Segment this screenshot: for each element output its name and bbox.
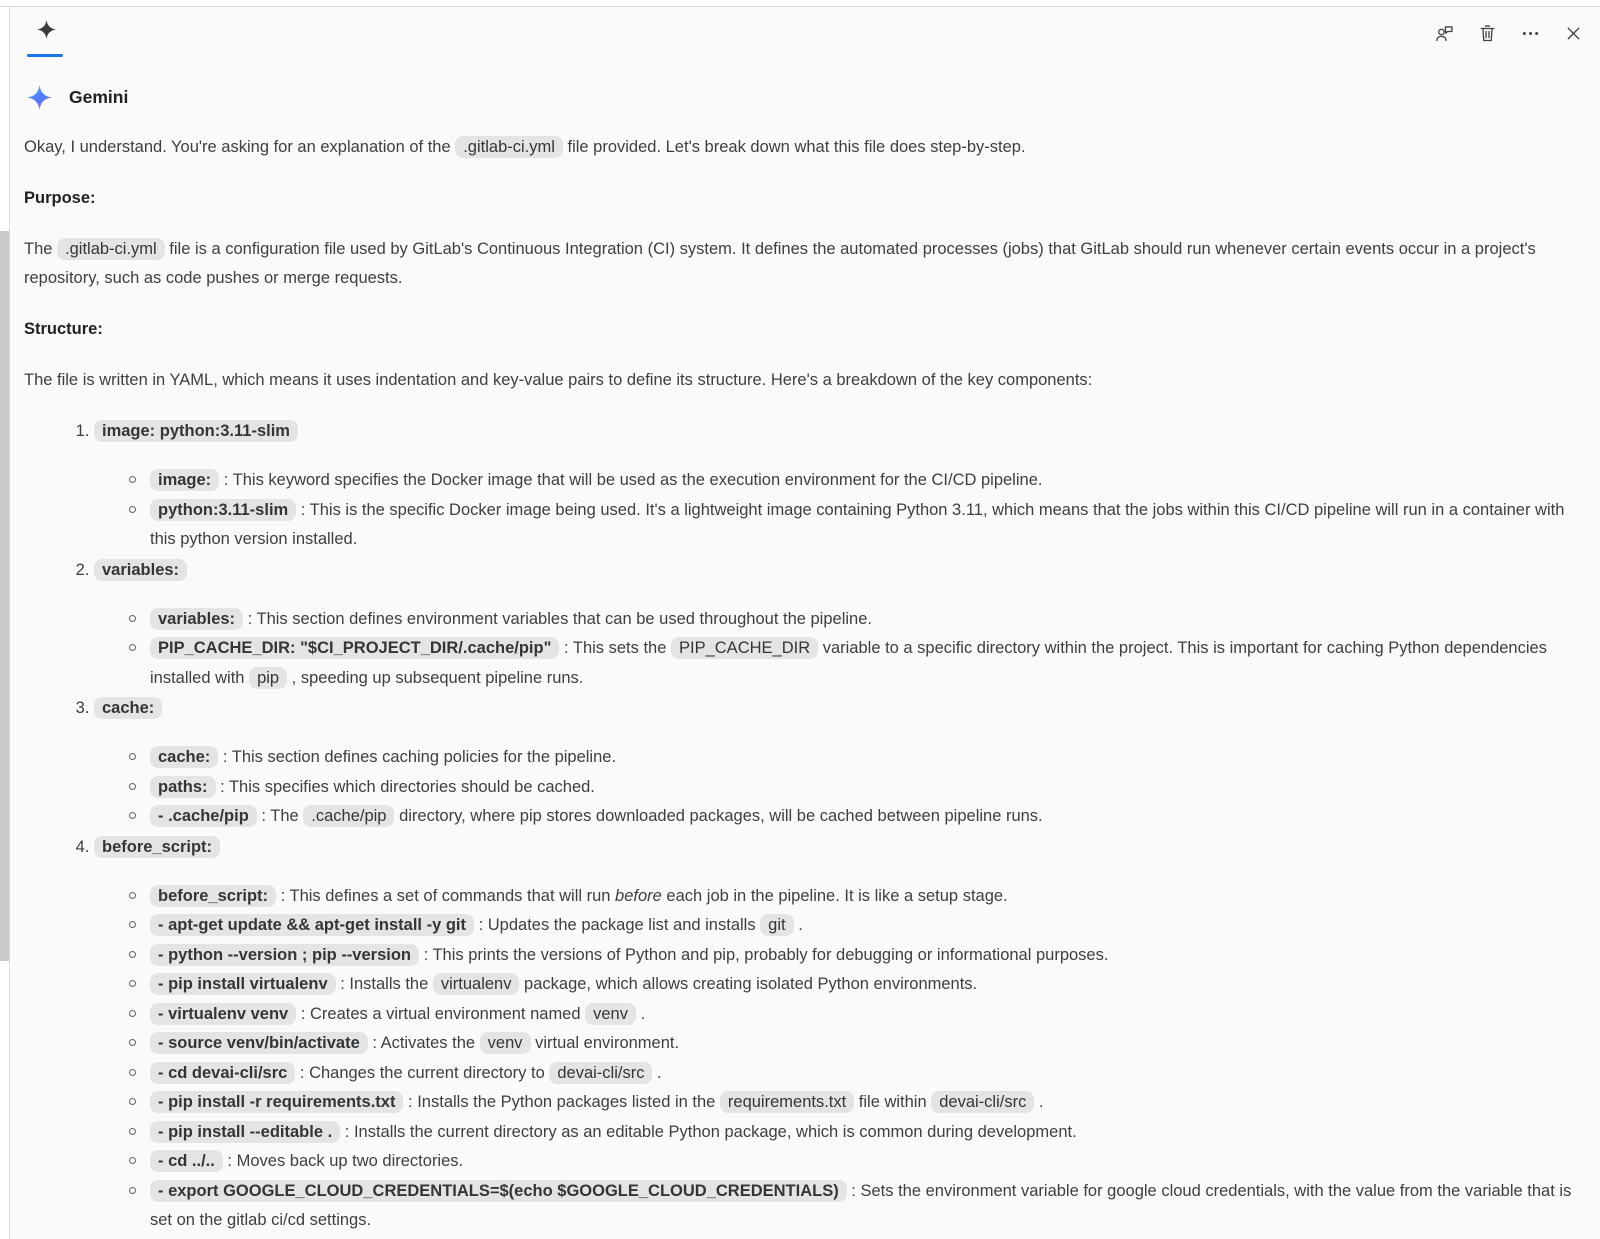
sub-list — [94, 466, 1572, 555]
circle-bullet-icon — [129, 476, 136, 483]
code-chip: before_script: — [150, 885, 276, 907]
sub-list-item — [150, 1177, 1572, 1236]
text-run: before — [615, 886, 662, 905]
sub-list — [94, 605, 1572, 694]
sub-list-item-text — [150, 499, 1564, 549]
code-chip: image: python:3.11-slim — [94, 420, 298, 442]
circle-bullet-icon — [129, 783, 136, 790]
circle-bullet-icon — [129, 1069, 136, 1076]
sub-list-item-text — [150, 1180, 1571, 1230]
paragraph — [24, 366, 1572, 395]
sub-list-item — [150, 634, 1572, 693]
text-run: each job in the pipeline. It is like a setup stage. — [661, 886, 1008, 905]
paragraph — [24, 235, 1572, 293]
text-run: : Installs the — [335, 975, 433, 993]
sub-list-item — [150, 1088, 1572, 1118]
sub-list-item-text — [150, 944, 1108, 966]
code-chip: python:3.11-slim — [150, 499, 296, 521]
circle-bullet-icon — [129, 1010, 136, 1017]
list-item-title — [94, 693, 1572, 723]
code-chip: venv — [480, 1032, 531, 1054]
active-tab-indicator — [27, 54, 63, 57]
circle-bullet-icon — [129, 753, 136, 760]
sub-list — [94, 743, 1572, 832]
sub-list-item — [150, 911, 1572, 941]
panel-header — [10, 7, 1600, 59]
code-chip: .gitlab-ci.yml — [57, 238, 165, 260]
code-chip: - .cache/pip — [150, 805, 257, 827]
code-chip: - cd ../.. — [150, 1150, 223, 1172]
code-chip: - export GOOGLE_CLOUD_CREDENTIALS=$(echo $GOOGLE_CLOUD_CREDENTIALS) — [150, 1180, 847, 1202]
sub-list-item-text — [150, 1091, 1044, 1113]
text-run: : This specifies which directories should be cached. — [215, 777, 595, 796]
sub-list-item — [150, 605, 1572, 635]
text-run: : This keyword specifies the Docker image that will be used as the execution environment for the CI/CD pipeline. — [219, 471, 1043, 489]
more-options-button[interactable] — [1517, 20, 1543, 46]
circle-bullet-icon — [129, 1157, 136, 1164]
code-chip: - pip install -r requirements.txt — [150, 1091, 403, 1113]
sub-list-item-text — [150, 1032, 679, 1054]
text-run: : This defines a set of commands that will run — [276, 886, 616, 905]
text-run: Structure: — [24, 320, 103, 338]
feedback-button[interactable] — [1431, 20, 1457, 46]
text-run: Okay, I understand. You're asking for an explanation of the — [24, 138, 456, 156]
sub-list-item-text — [150, 1121, 1077, 1143]
list-item — [94, 416, 1572, 555]
section-heading — [24, 184, 1572, 213]
section-heading — [24, 315, 1572, 344]
text-run: : Activates the — [367, 1034, 480, 1052]
feedback-icon — [1434, 23, 1455, 44]
text-run: file is a configuration file used by GitLab's Continuous Integration (CI) system. It defines the automated processes (jobs) that GitLab should run whenever certain events occur in a project's repository, such as code pushes or merge requests. — [24, 240, 1536, 287]
text-run: . — [635, 1004, 646, 1023]
circle-bullet-icon — [129, 506, 136, 513]
text-run: : This is the specific Docker image being used. It's a lightweight image containing Python 3.11, which means that the jobs within this CI/CD pipeline will run in a container with this python version installed. — [150, 500, 1565, 548]
list-item — [94, 555, 1572, 694]
text-run: package, which allows creating isolated Python environments. — [519, 975, 978, 993]
text-run: The file is written in YAML, which means it uses indentation and key-value pairs to define its structure. Here's a breakdown of the key components: — [24, 371, 1093, 389]
sub-list-item — [150, 941, 1572, 971]
sub-list-item-text — [150, 637, 1547, 689]
text-run: : This prints the versions of Python and pip, probably for debugging or informational purposes. — [419, 945, 1109, 964]
sub-list-item — [150, 802, 1572, 832]
list-item-title — [94, 416, 1572, 446]
sub-list-item-text — [150, 1062, 662, 1084]
code-chip: PIP_CACHE_DIR: "$CI_PROJECT_DIR/.cache/pip" — [150, 637, 559, 659]
code-chip: - source venv/bin/activate — [150, 1032, 368, 1054]
code-chip: PIP_CACHE_DIR — [671, 637, 818, 659]
code-chip: image: — [150, 469, 219, 491]
code-chip: cache: — [150, 746, 218, 768]
code-chip: devai-cli/src — [549, 1062, 652, 1084]
code-chip: paths: — [150, 776, 216, 798]
circle-bullet-icon — [129, 644, 136, 651]
gemini-star-icon — [26, 84, 53, 111]
code-chip: - cd devai-cli/src — [150, 1062, 295, 1084]
paragraph — [24, 133, 1572, 162]
code-chip: cache: — [94, 697, 162, 719]
code-chip: requirements.txt — [720, 1091, 854, 1113]
sub-list-item-text — [150, 776, 595, 798]
sub-list-item — [150, 773, 1572, 803]
circle-bullet-icon — [129, 1039, 136, 1046]
text-run: : Changes the current directory to — [295, 1063, 550, 1082]
sub-list-item — [150, 1118, 1572, 1148]
text-run: : Moves back up two directories. — [222, 1152, 464, 1170]
text-run: : Installs the current directory as an editable Python package, which is common during development. — [340, 1122, 1077, 1141]
tab-gemini-chat[interactable] — [25, 17, 67, 53]
code-chip: git — [760, 914, 793, 936]
code-chip: - virtualenv venv — [150, 1003, 296, 1025]
list-item — [94, 832, 1572, 1236]
circle-bullet-icon — [129, 1098, 136, 1105]
text-run: : This section defines environment variables that can be used throughout the pipeline. — [243, 609, 872, 628]
code-chip: devai-cli/src — [931, 1091, 1034, 1113]
text-run: : Sets the environment variable for google cloud credentials, with the value from the variable that is set on the gitlab ci/cd settings. — [150, 1181, 1572, 1229]
sub-list-item-text — [150, 608, 872, 630]
sub-list-item — [150, 1029, 1572, 1059]
sub-list-item-text — [150, 885, 1008, 907]
code-chip: - pip install virtualenv — [150, 973, 336, 995]
text-run: : Creates a virtual environment named — [296, 1004, 586, 1023]
sub-list-item-text — [150, 1150, 463, 1172]
close-icon — [1563, 23, 1584, 44]
code-chip: .gitlab-ci.yml — [455, 136, 563, 158]
sub-list-item — [150, 970, 1572, 1000]
sub-list-item-text — [150, 469, 1042, 491]
text-run: file provided. Let's break down what this file does step-by-step. — [562, 138, 1026, 156]
sub-list-item — [150, 882, 1572, 912]
code-chip: variables: — [94, 559, 187, 581]
text-run: : This section defines caching policies for the pipeline. — [218, 748, 617, 766]
gemini-sparkle-icon — [36, 19, 57, 40]
list-item — [94, 693, 1572, 832]
circle-bullet-icon — [129, 1128, 136, 1135]
assistant-header — [10, 84, 1600, 111]
delete-conversation-button[interactable] — [1474, 20, 1500, 46]
assistant-name: Gemini — [69, 87, 129, 107]
code-chip: venv — [585, 1003, 636, 1025]
sub-list-item-text — [150, 973, 977, 995]
sub-list-item — [150, 1000, 1572, 1030]
sub-list-item-text — [150, 746, 616, 768]
circle-bullet-icon — [129, 951, 136, 958]
text-run: file within — [854, 1093, 932, 1111]
sub-list-item — [150, 496, 1572, 555]
code-chip: virtualenv — [433, 973, 520, 995]
text-run: : This sets the — [559, 639, 671, 657]
text-run: Purpose: — [24, 189, 96, 207]
code-chip: before_script: — [94, 836, 220, 858]
circle-bullet-icon — [129, 1187, 136, 1194]
text-run: . — [1034, 1093, 1044, 1111]
circle-bullet-icon — [129, 892, 136, 899]
list-item-title — [94, 555, 1572, 585]
text-run: variable to a specific directory within the project. This is important for caching Python dependencies installed with — [150, 639, 1547, 687]
editor-edge-strip — [0, 7, 10, 1239]
text-run: . — [793, 916, 803, 934]
circle-bullet-icon — [129, 615, 136, 622]
ellipsis-icon — [1520, 23, 1541, 44]
scrollbar-thumb[interactable] — [0, 231, 9, 961]
gemini-chat-panel — [10, 7, 1600, 1239]
code-chip: - python --version ; pip --version — [150, 944, 419, 966]
header-actions — [1431, 20, 1586, 46]
sub-list-item-text — [150, 1003, 645, 1025]
text-run: virtual environment. — [530, 1034, 680, 1052]
text-run: : Installs the Python packages listed in the — [403, 1093, 720, 1111]
sub-list-item-text — [150, 914, 803, 936]
structure-list — [24, 416, 1572, 1236]
sub-list-item — [150, 1147, 1572, 1177]
text-run: , speeding up subsequent pipeline runs. — [287, 668, 584, 687]
code-chip: pip — [249, 667, 287, 689]
sub-list-item — [150, 1059, 1572, 1089]
close-panel-button[interactable] — [1560, 20, 1586, 46]
code-chip: .cache/pip — [303, 805, 394, 827]
assistant-message — [10, 133, 1600, 1236]
circle-bullet-icon — [129, 921, 136, 928]
sub-list-item — [150, 743, 1572, 773]
code-chip: - apt-get update && apt-get install -y git — [150, 914, 474, 936]
sub-list-item-text — [150, 805, 1043, 827]
code-chip: - pip install --editable . — [150, 1121, 340, 1143]
circle-bullet-icon — [129, 980, 136, 987]
text-run: : Updates the package list and installs — [474, 916, 761, 934]
text-run: directory, where pip stores downloaded packages, will be cached between pipeline runs. — [394, 807, 1043, 825]
circle-bullet-icon — [129, 812, 136, 819]
sub-list — [94, 882, 1572, 1236]
trash-icon — [1477, 23, 1498, 44]
text-run: : The — [256, 807, 304, 825]
text-run: . — [652, 1063, 662, 1082]
list-item-title — [94, 832, 1572, 862]
code-chip: variables: — [150, 608, 243, 630]
text-run: The — [24, 240, 58, 258]
sub-list-item — [150, 466, 1572, 496]
